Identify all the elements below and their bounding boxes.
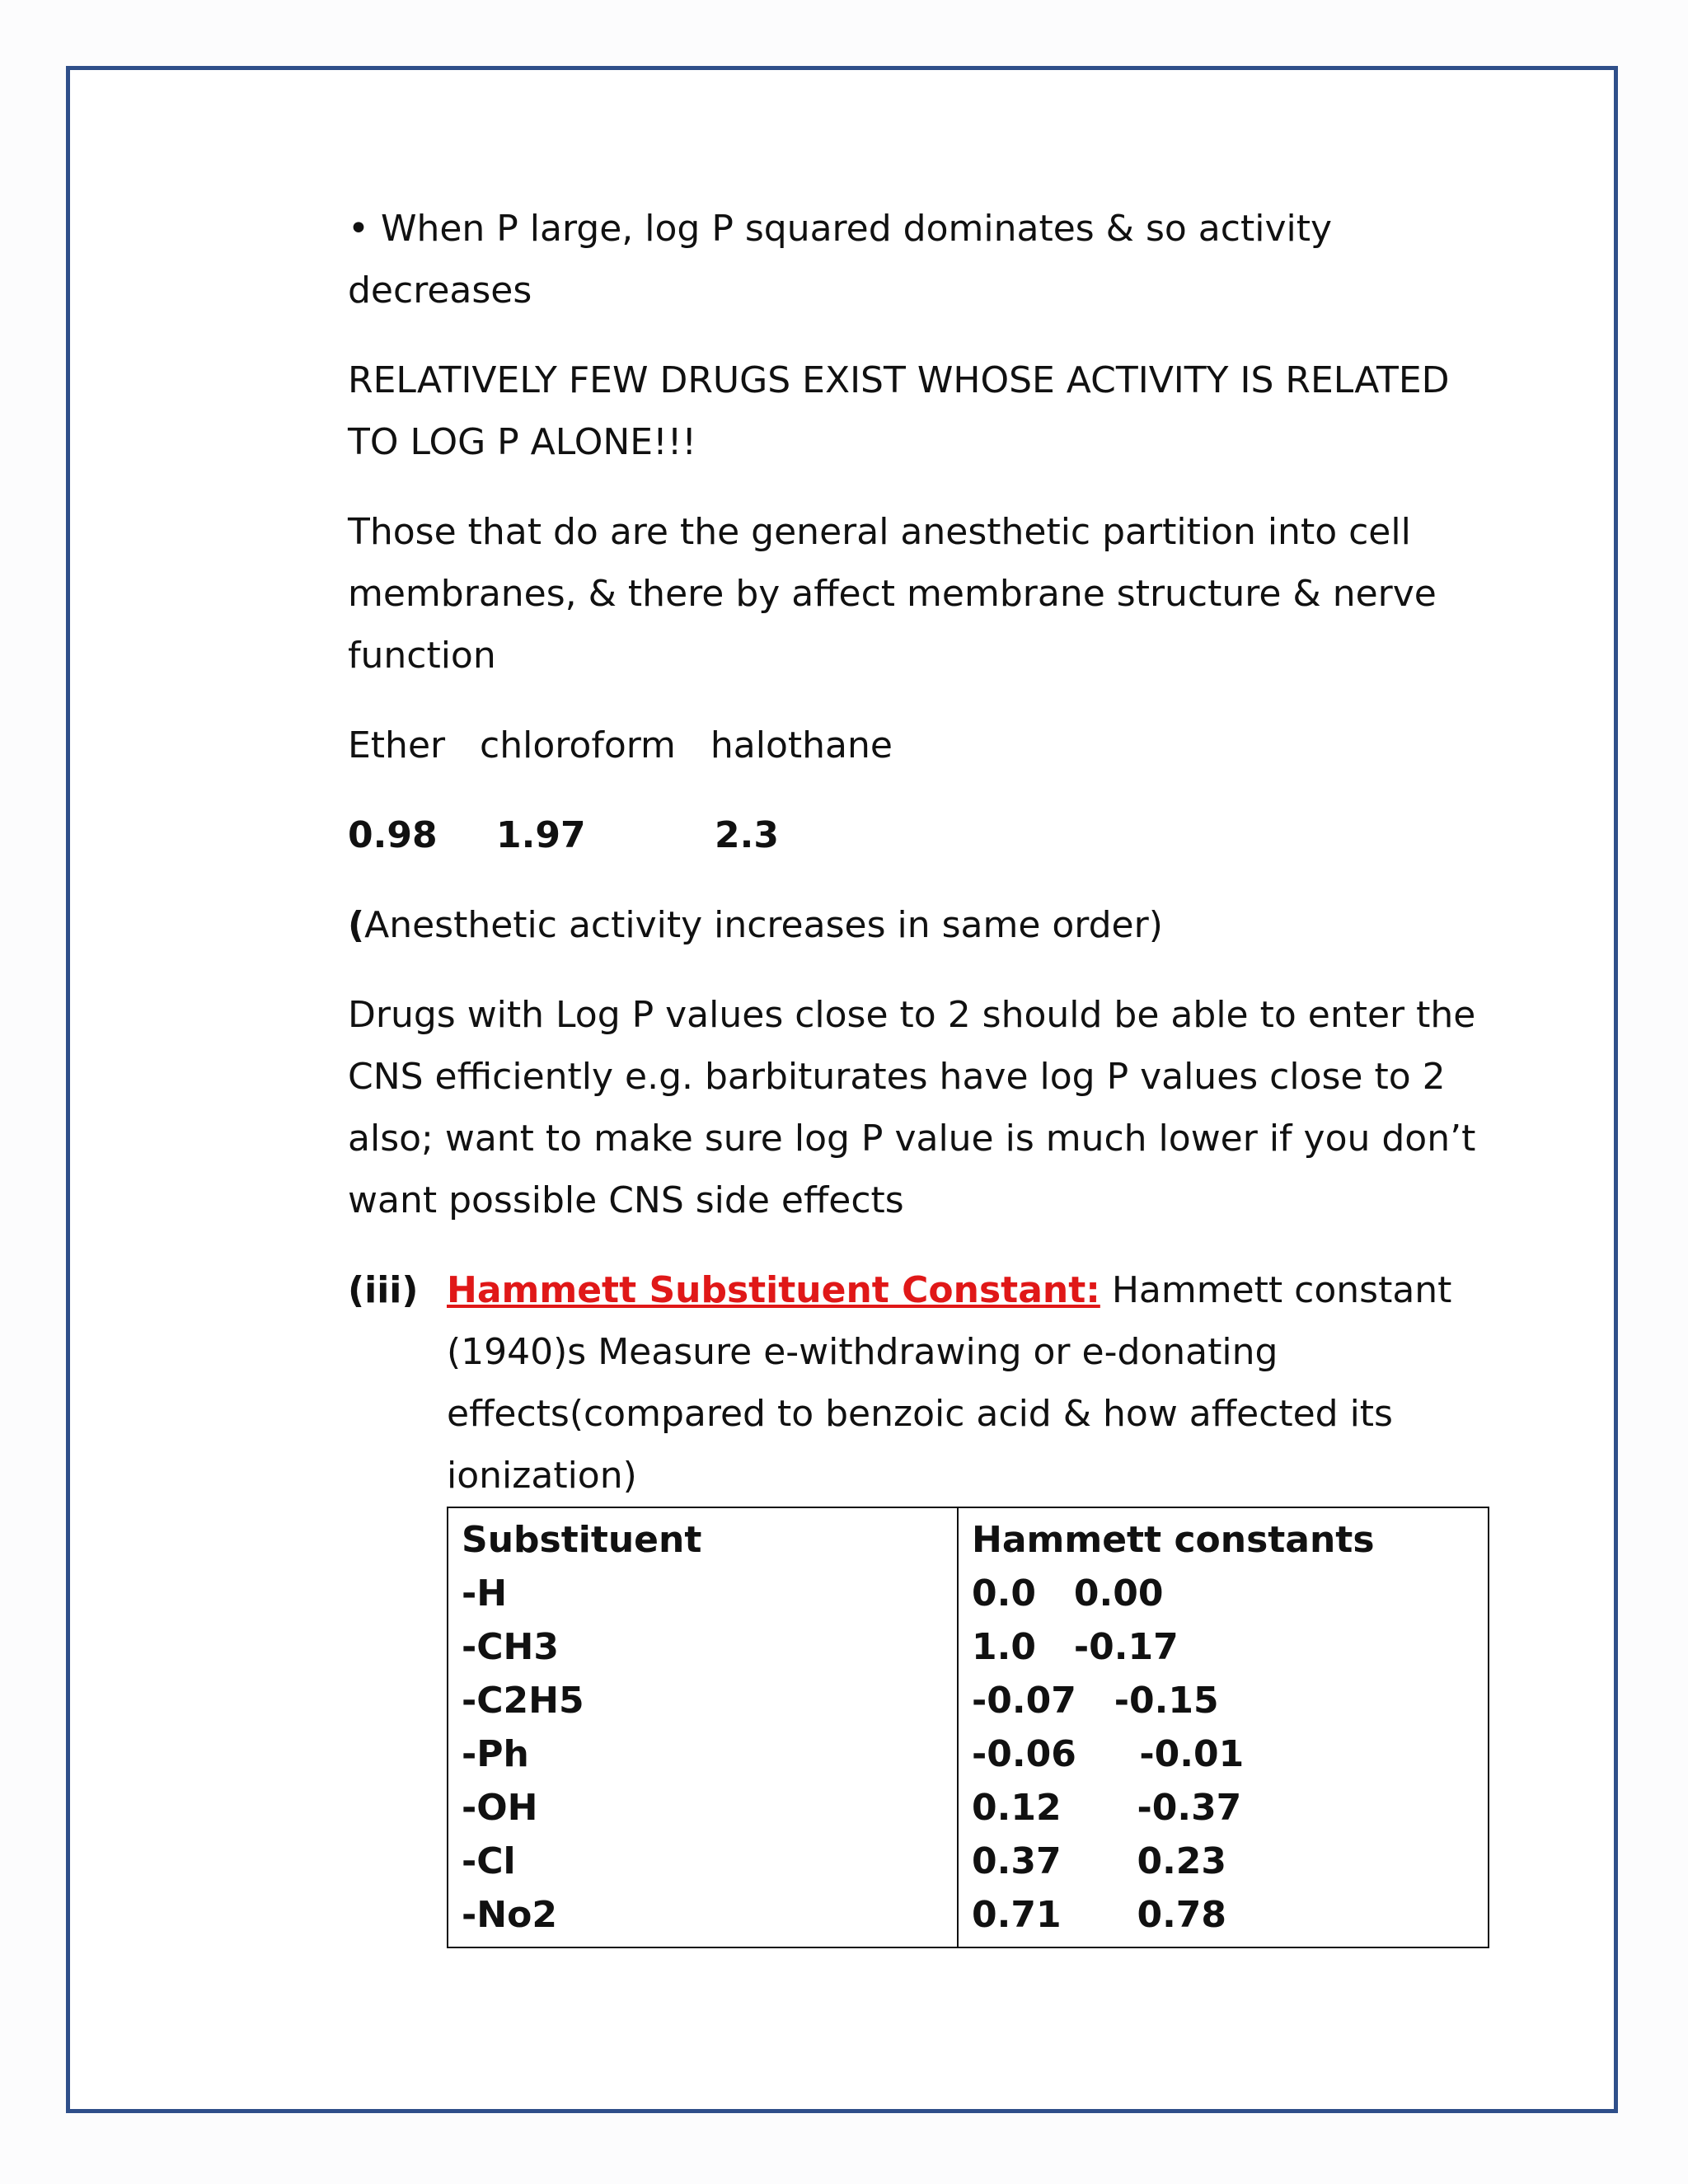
constants-cell: -0.07 -0.15 [972,1680,1219,1722]
anesthetic-paragraph: Those that do are the general anesthetic partition into cell membranes, & there by affect membrane structure & nerve function [348,511,1437,677]
cns-paragraph: Drugs with Log P values close to 2 should be able to enter the CNS efficiently e.g. barbiturates have log P values close to 2 also; want to make sure log P value is much lower if you don’t want possible CNS side effects [348,994,1476,1221]
table-row [448,1507,1489,1947]
substituent-cell: -H [462,1572,508,1615]
constants-cell: 0.37 0.23 [972,1840,1227,1882]
constants-cell: 1.0 -0.17 [972,1626,1179,1668]
value-ether: 0.98 [348,814,438,856]
constants-cell: 0.71 0.78 [972,1894,1227,1936]
drug-values-row [348,804,1502,866]
substituent-cell: -C2H5 [462,1680,584,1722]
drug-names-row: Ether chloroform halothane [348,724,893,766]
hammett-table [447,1507,1489,1948]
order-note-text: Anesthetic activity increases in same order) [364,904,1163,946]
section-title: Hammett Substituent Constant: [447,1269,1100,1311]
value-chloroform: 1.97 [496,814,586,856]
substituent-cell: -Cl [462,1840,516,1882]
constants-cell: 0.12 -0.37 [972,1787,1242,1829]
order-note-paren: ( [348,904,365,946]
substituent-cell: -No2 [462,1894,557,1936]
header-constants: Hammett constants [972,1519,1375,1561]
substituent-cell: -CH3 [462,1626,559,1668]
substituent-cell: -OH [462,1787,538,1829]
section-iii [348,1259,1502,1507]
section-number: (iii) [348,1269,419,1311]
document-body [348,198,1502,1507]
constants-column [958,1507,1489,1947]
substituent-column [448,1507,958,1947]
constants-cell: -0.06 -0.01 [972,1733,1245,1775]
constants-cell: 0.0 0.00 [972,1572,1164,1615]
section-body: Hammett constant (1940)s Measure e-withdrawing or e-donating effects(compared to benzoic acid & how affected its ionization) [447,1269,1452,1497]
order-note [348,894,1502,956]
bullet-p-large: • When P large, log P squared dominates & so activity decreases [348,208,1332,312]
caps-statement: RELATIVELY FEW DRUGS EXIST WHOSE ACTIVITY IS RELATED TO LOG P ALONE!!! [348,359,1450,463]
substituent-cell: -Ph [462,1733,529,1775]
value-halothane: 2.3 [715,814,779,856]
header-substituent: Substituent [462,1519,702,1561]
